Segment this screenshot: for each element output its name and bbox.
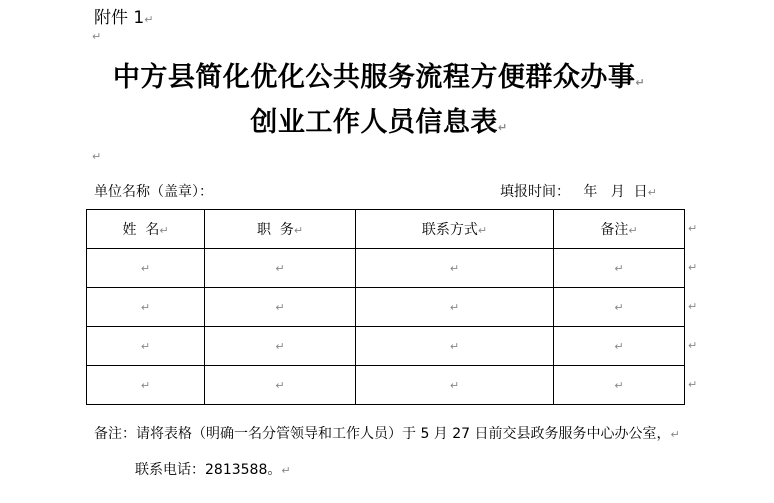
row-end-mark: ↵ — [688, 261, 698, 274]
table-cell[interactable] — [554, 366, 685, 405]
paragraph-mark: ↵ — [670, 428, 680, 441]
paragraph-mark: ↵ — [140, 340, 151, 353]
row-end-mark: ↵ — [688, 378, 698, 391]
paragraph-mark: ↵ — [449, 301, 460, 314]
table-header-row — [87, 210, 685, 249]
table-cell[interactable] — [87, 288, 205, 327]
paragraph-mark: ↵ — [628, 224, 638, 237]
header-cell-contact — [356, 210, 554, 249]
paragraph-mark: ↵ — [449, 262, 460, 275]
header-contact-text: 联系方式 — [421, 222, 478, 238]
paragraph-mark: ↵ — [140, 262, 151, 275]
paragraph-mark: ↵ — [293, 224, 304, 237]
table-cell[interactable] — [205, 366, 356, 405]
paragraph-mark: ↵ — [140, 379, 151, 392]
header-name-text: 姓 名 — [122, 222, 160, 238]
paragraph-mark: ↵ — [614, 262, 624, 275]
paragraph-mark: ↵ — [275, 262, 285, 275]
report-date-text: 填报时间： 年 月 日 — [500, 184, 648, 200]
attachment-label — [94, 3, 153, 28]
paragraph-mark: ↵ — [449, 340, 460, 353]
table-cell[interactable] — [356, 249, 554, 288]
paragraph-mark: ↵ — [159, 224, 169, 237]
header-cell-name — [87, 210, 205, 249]
paragraph-mark: ↵ — [449, 379, 460, 392]
table-cell[interactable] — [205, 249, 356, 288]
document-title-line-2 — [0, 100, 766, 139]
note-line-1-text: 备注：请将表格（明确一名分管领导和工作人员）于 5 月 27 日前交县政务服务中心办公室， — [94, 426, 671, 442]
table-cell[interactable] — [87, 327, 205, 366]
table-cell[interactable] — [356, 327, 554, 366]
header-cell-position — [205, 210, 356, 249]
unit-name-label: 单位名称（盖章）： — [94, 184, 213, 200]
report-date-label — [500, 181, 657, 201]
table-cell[interactable] — [87, 249, 205, 288]
table-row — [87, 366, 685, 405]
table-cell[interactable] — [554, 327, 685, 366]
header-remarks-text: 备注 — [600, 222, 629, 238]
paragraph-mark: ↵ — [614, 379, 624, 392]
table-cell[interactable] — [87, 366, 205, 405]
row-end-mark: ↵ — [688, 300, 698, 313]
paragraph-mark: ↵ — [92, 150, 102, 163]
paragraph-mark: ↵ — [144, 13, 154, 26]
row-end-mark: ↵ — [688, 222, 698, 235]
header-position-text: 职 务 — [256, 222, 294, 238]
attachment-text: 附件 1 — [94, 8, 145, 28]
table-cell[interactable] — [205, 327, 356, 366]
table-row — [87, 327, 685, 366]
table-cell[interactable] — [356, 288, 554, 327]
table-cell[interactable] — [554, 288, 685, 327]
table-row — [87, 288, 685, 327]
paragraph-mark: ↵ — [275, 379, 285, 392]
row-end-mark: ↵ — [688, 339, 698, 352]
note-line-2 — [135, 459, 291, 479]
table-cell[interactable] — [356, 366, 554, 405]
paragraph-mark: ↵ — [477, 224, 488, 237]
document-title-line-1 — [0, 55, 766, 94]
table-cell[interactable] — [554, 249, 685, 288]
paragraph-mark: ↵ — [497, 121, 508, 134]
paragraph-mark: ↵ — [647, 186, 657, 199]
note-line-1 — [94, 423, 680, 443]
table-row — [87, 249, 685, 288]
paragraph-mark: ↵ — [275, 301, 285, 314]
paragraph-mark: ↵ — [614, 340, 624, 353]
header-cell-remarks — [554, 210, 685, 249]
note-line-2-text: 联系电话：2813588。 — [135, 462, 282, 478]
paragraph-mark: ↵ — [635, 76, 646, 89]
paragraph-mark: ↵ — [281, 464, 291, 477]
title-line-1-text: 中方县简化优化公共服务流程方便群众办事 — [112, 62, 636, 93]
paragraph-mark: ↵ — [614, 301, 624, 314]
staff-info-table — [86, 209, 685, 405]
table-cell[interactable] — [205, 288, 356, 327]
paragraph-mark: ↵ — [275, 340, 285, 353]
paragraph-mark: ↵ — [92, 30, 102, 43]
paragraph-mark: ↵ — [140, 301, 151, 314]
title-line-2-text: 创业工作人员信息表 — [250, 107, 498, 138]
